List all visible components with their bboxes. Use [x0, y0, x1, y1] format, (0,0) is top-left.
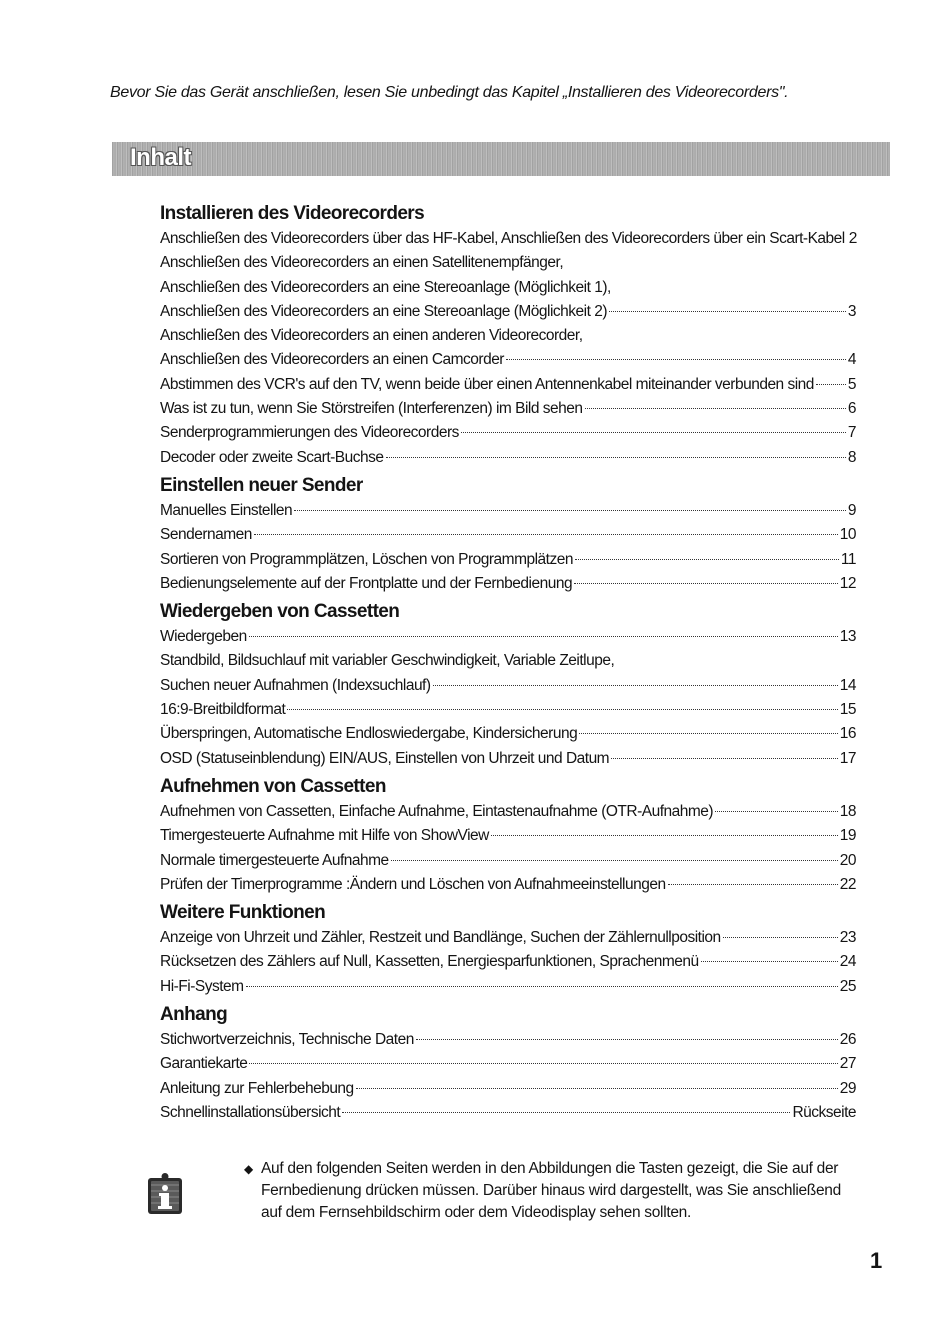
- toc-entry: [160, 926, 856, 950]
- toc-entry-title: Rücksetzen des Zählers auf Null, Kassetten, Energiesparfunktionen, Sprachenmenü: [160, 953, 699, 971]
- toc-entry-page: 22: [839, 875, 856, 893]
- toc-entry-page: 11: [840, 550, 856, 568]
- note-paragraph: [244, 1158, 864, 1224]
- toc-entry-page: 2: [848, 230, 857, 247]
- toc-entry: [160, 722, 856, 746]
- dot-leader: [585, 408, 846, 409]
- dot-leader: [287, 709, 837, 710]
- dot-leader: [433, 685, 838, 686]
- toc-entry-page: 27: [839, 1055, 856, 1073]
- toc-entry: [160, 824, 856, 848]
- toc-entry: [160, 698, 856, 722]
- dot-leader: [611, 758, 838, 759]
- dot-leader: [575, 559, 839, 560]
- toc-entry-page: 8: [847, 448, 856, 466]
- toc-entry-title: Bedienungselemente auf der Frontplatte und der Fernbedienung: [160, 574, 573, 592]
- toc-entry: [160, 397, 856, 421]
- toc-entry-title: Decoder oder zweite Scart-Buchse: [160, 448, 384, 466]
- toc-entry-title: Anschließen des Videorecorders über das HF-Kabel, Anschließen des Videorecorders über ein Scart-Kabel: [160, 230, 845, 247]
- dot-leader: [249, 1063, 837, 1064]
- dot-leader: [715, 811, 838, 812]
- note-text: Auf den folgenden Seiten werden in den Abbildungen die Tasten gezeigt, die Sie auf der Fernbedienung drücken müssen. Darüber hinaus wird dargestellt, was Sie anschließend auf dem Fernsehbildschirm oder dem Videodisplay sehen sollten.: [261, 1160, 841, 1221]
- toc-entry-page: 3: [847, 302, 856, 320]
- contents-title: Inhalt: [130, 144, 191, 171]
- contents-banner: [112, 142, 890, 176]
- toc-entry: [160, 950, 856, 974]
- note-bullet: ◆: [244, 1162, 253, 1176]
- info-icon: [147, 1172, 183, 1216]
- toc-entry-title: Schnellinstallationsübersicht: [160, 1103, 341, 1121]
- section-heading: Einstellen neuer Sender: [160, 474, 363, 496]
- section-heading: Anhang: [160, 1004, 228, 1026]
- dot-leader: [246, 986, 838, 987]
- intro-text: Bevor Sie das Gerät anschließen, lesen Sie unbedingt das Kapitel „Installieren des Videorecorders".: [110, 84, 789, 101]
- toc-entry: [160, 251, 856, 275]
- toc-entry-page: 13: [839, 628, 856, 646]
- toc-entry: [160, 421, 856, 445]
- toc-entry: [160, 649, 856, 673]
- toc-entry-title: Hi-Fi-System: [160, 977, 244, 995]
- toc-entry-page: 20: [839, 851, 856, 869]
- section-heading: Weitere Funktionen: [160, 902, 326, 924]
- toc-entry-page: 29: [839, 1079, 856, 1097]
- toc-entry-title: Sendernamen: [160, 526, 252, 544]
- toc-entry: [160, 227, 856, 251]
- toc-entry: [160, 300, 856, 324]
- toc-entry-title: Aufnehmen von Cassetten, Einfache Aufnahme, Eintastenaufnahme (OTR-Aufnahme): [160, 802, 714, 820]
- dot-leader: [816, 384, 846, 385]
- toc-entry-title: Prüfen der Timerprogramme :Ändern und Löschen von Aufnahmeeinstellungen: [160, 875, 666, 893]
- toc-entry-page: 4: [847, 351, 856, 369]
- toc-entry-title: Überspringen, Automatische Endloswiedergabe, Kindersicherung: [160, 725, 578, 743]
- section-heading: Installieren des Videorecorders: [160, 203, 425, 224]
- toc-entry: [160, 499, 856, 523]
- toc-entry-page: 18: [839, 802, 856, 820]
- toc-entry-page: 6: [847, 400, 856, 418]
- toc-entry-title: Stichwortverzeichnis, Technische Daten: [160, 1031, 414, 1049]
- toc-entry-title: Anschließen des Videorecorders an einen Camcorder: [160, 351, 504, 369]
- toc-entry-title: Abstimmen des VCR's auf den TV, wenn beide über einen Antennenkabel miteinander verbunden sind: [160, 375, 814, 393]
- toc-entry-title: Anleitung zur Fehlerbehebung: [160, 1079, 354, 1097]
- dot-leader: [254, 534, 838, 535]
- dot-leader: [491, 835, 838, 836]
- toc-entry: [160, 1077, 856, 1101]
- toc-entry-page: 5: [847, 375, 856, 393]
- toc-entry: [160, 1052, 856, 1076]
- toc-entry-title: Was ist zu tun, wenn Sie Störstreifen (Interferenzen) im Bild sehen: [160, 400, 583, 418]
- toc-entry-page: 14: [839, 676, 856, 694]
- dot-leader: [391, 860, 838, 861]
- toc-entry-title: Anzeige von Uhrzeit und Zähler, Restzeit und Bandlänge, Suchen der Zählernullposition: [160, 929, 721, 947]
- toc-entry-page: 19: [839, 827, 856, 845]
- toc-entry-page: 12: [839, 574, 856, 592]
- toc-entry-title: Anschließen des Videorecorders an eine Stereoanlage (Möglichkeit 2): [160, 302, 607, 320]
- toc-entry: [160, 548, 856, 572]
- toc-entry: [160, 446, 856, 470]
- toc-entry: [160, 747, 856, 771]
- dot-leader: [356, 1088, 838, 1089]
- toc-entry-page: 23: [839, 929, 856, 947]
- table-of-contents: [160, 198, 856, 1125]
- toc-entry-title: Senderprogrammierungen des Videorecorders: [160, 424, 459, 442]
- toc-entry-page: 7: [847, 424, 856, 442]
- dot-leader: [701, 961, 838, 962]
- dot-leader: [609, 311, 846, 312]
- toc-entry-page: 24: [839, 953, 856, 971]
- dot-leader: [386, 457, 846, 458]
- toc-entry: [160, 849, 856, 873]
- dot-leader: [668, 884, 838, 885]
- toc-entry-title: OSD (Statuseinblendung) EIN/AUS, Einstellen von Uhrzeit und Datum: [160, 749, 610, 767]
- toc-entry-title: Wiedergeben: [160, 628, 247, 646]
- dot-leader: [294, 510, 846, 511]
- toc-entry: [160, 674, 856, 698]
- dot-leader: [723, 937, 838, 938]
- toc-entry: [160, 1101, 856, 1125]
- toc-entry: [160, 800, 856, 824]
- dot-leader: [506, 359, 846, 360]
- section-heading: Aufnehmen von Cassetten: [160, 775, 386, 797]
- toc-entry: [160, 373, 856, 397]
- toc-entry-title: Anschließen des Videorecorders an einen anderen Videorecorder,: [160, 327, 583, 345]
- toc-entry-title: Anschließen des Videorecorders an einen Satellitenempfänger,: [160, 254, 564, 272]
- toc-entry-page: 15: [839, 701, 856, 719]
- toc-entry-page: 17: [839, 749, 856, 767]
- toc-entry-title: Standbild, Bildsuchlauf mit variabler Geschwindigkeit, Variable Zeitlupe,: [160, 652, 615, 670]
- toc-entry: [160, 572, 856, 596]
- toc-entry: [160, 348, 856, 372]
- toc-entry-title: Suchen neuer Aufnahmen (Indexsuchlauf): [160, 676, 431, 694]
- dot-leader: [249, 636, 838, 637]
- dot-leader: [574, 583, 838, 584]
- toc-entry-title: Sortieren von Programmplätzen, Löschen von Programmplätzen: [160, 550, 573, 568]
- toc-entry-title: Timergesteuerte Aufnahme mit Hilfe von ShowView: [160, 827, 489, 845]
- toc-entry-page: 9: [847, 501, 856, 519]
- toc-entry-page: 10: [839, 526, 856, 544]
- dot-leader: [342, 1112, 790, 1113]
- toc-entry: [160, 975, 856, 999]
- toc-entry: [160, 324, 856, 348]
- toc-entry: [160, 1028, 856, 1052]
- toc-entry: [160, 276, 856, 300]
- toc-entry: [160, 873, 856, 897]
- toc-entry-page: 16: [839, 725, 856, 743]
- toc-entry: [160, 625, 856, 649]
- dot-leader: [416, 1039, 838, 1040]
- toc-entry-title: Garantiekarte: [160, 1055, 248, 1073]
- toc-entry-page: 25: [839, 977, 856, 995]
- dot-leader: [579, 733, 838, 734]
- toc-entry: [160, 523, 856, 547]
- section-heading: Wiedergeben von Cassetten: [160, 601, 400, 623]
- toc-entry-page: Rückseite: [792, 1103, 856, 1121]
- toc-entry-title: Normale timergesteuerte Aufnahme: [160, 851, 389, 869]
- toc-entry-page: 26: [839, 1031, 856, 1049]
- dot-leader: [461, 432, 846, 433]
- toc-entry-title: 16:9-Breitbildformat: [160, 701, 286, 719]
- toc-entry-title: Manuelles Einstellen: [160, 501, 293, 519]
- toc-entry-title: Anschließen des Videorecorders an eine Stereoanlage (Möglichkeit 1),: [160, 278, 611, 296]
- page-number: 1: [870, 1248, 883, 1273]
